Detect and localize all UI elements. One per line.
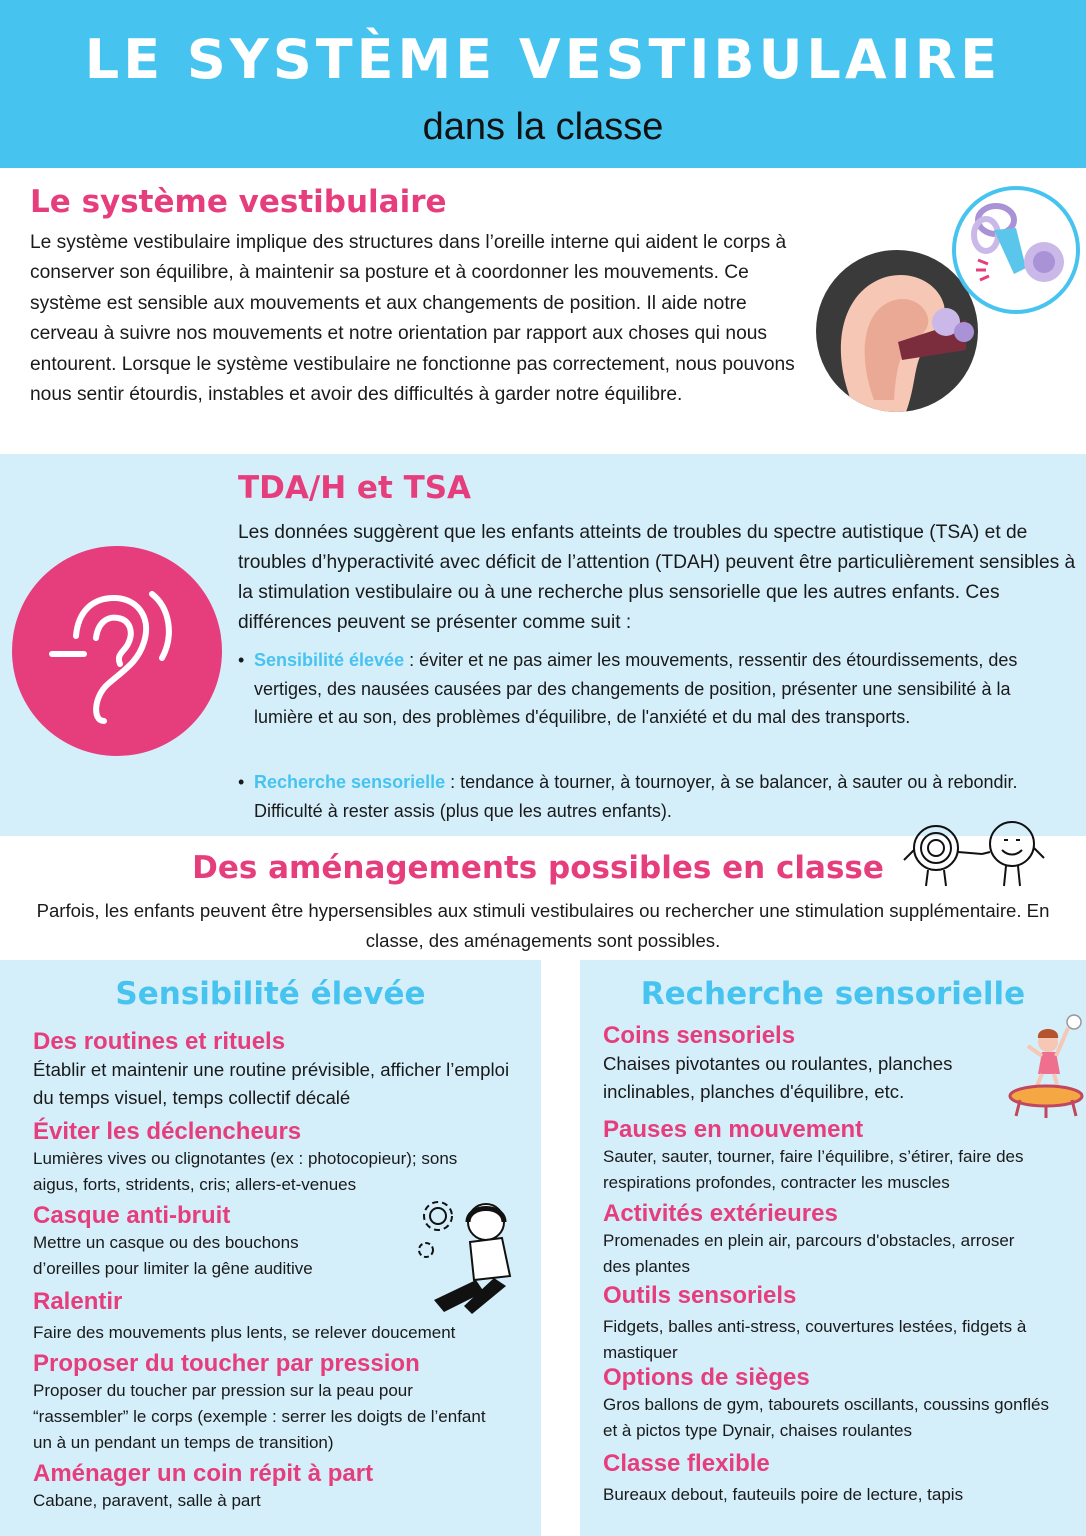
child-with-headphones-icon [414, 1196, 524, 1316]
left-item-desc: Lumières vives ou clignotantes (ex : photocopieur); sons aigus, forts, stridents, cris; allers-et-venues [33, 1149, 458, 1194]
left-item-headphones [33, 1202, 363, 1282]
page-title: LE SYSTÈME VESTIBULAIRE [84, 28, 1002, 91]
right-item-desc: Sauter, sauter, tourner, faire l’équilibre, s’étirer, faire des respirations profondes, contracter les muscles [603, 1147, 1024, 1192]
inner-ear-illustration [816, 250, 978, 412]
left-item-title: Proposer du toucher par pression [33, 1350, 420, 1377]
right-item-desc: Gros ballons de gym, tabourets oscillants, coussins gonflés et à pictos type Dynair, chaises roulantes [603, 1395, 1050, 1440]
left-item-desc: Cabane, paravent, salle à part [33, 1491, 261, 1510]
left-item-desc: Mettre un casque ou des bouchons d’oreilles pour limiter la gêne auditive [33, 1233, 313, 1278]
section3-text: Parfois, les enfants peuvent être hypersensibles aux stimuli vestibulaires ou rechercher une stimulation supplémentaire. En classe, des aménagements sont possibles. [36, 900, 1050, 951]
ear-outline-badge [12, 546, 222, 756]
section1-text: Le système vestibulaire implique des structures dans l’oreille interne qui aident le corps à conserver son équilibre, à maintenir sa posture et à coordonner les mouvements. Ce système est sensible aux mouvements et aux changements de position. Il aide notre cerveau à suivre nos mouvements et notre orientation par rapport aux choses qui nous entourent. Lorsque le système vestibulaire ne fonctionne pas correctement, nous pouvons nous sentir étourdis, instables et avoir des difficultés à garder notre équilibre. [30, 232, 795, 406]
section2-bullets-2 [238, 768, 1058, 825]
left-item-title: Aménager un coin répit à part [33, 1460, 374, 1487]
left-item-pressure-touch [33, 1350, 503, 1456]
bullet-high-sensitivity [238, 646, 1058, 732]
right-item-title: Activités extérieures [603, 1200, 838, 1227]
section1-title: Le système vestibulaire [30, 184, 447, 220]
right-item-sensory-tools [603, 1282, 1073, 1366]
bullet2-text: : tendance à tourner, à tournoyer, à se balancer, à sauter ou à rebondir. Difficulté à rester assis (plus que les autres enfants). [254, 772, 1018, 821]
bullet1-label: Sensibilité élevée [254, 650, 405, 670]
cochlea-icon [956, 190, 1076, 310]
bullet-sensory-seeking [238, 768, 1058, 825]
left-item-avoid-triggers [33, 1118, 493, 1198]
left-item-desc: Faire des mouvements plus lents, se relever doucement [33, 1323, 456, 1342]
section2-bullets [238, 646, 1058, 732]
left-item-title: Éviter les déclencheurs [33, 1118, 302, 1145]
right-item-movement-breaks [603, 1116, 1053, 1196]
right-item-desc: Fidgets, balles anti-stress, couvertures lestées, fidgets à mastiquer [603, 1317, 1027, 1362]
left-item-desc: Établir et maintenir une routine prévisible, afficher l’emploi du temps visuel, temps collectif décalé [33, 1059, 510, 1108]
right-item-desc: Chaises pivotantes ou roulantes, planches inclinables, planches d'équilibre, etc. [603, 1053, 953, 1102]
section3-title: Des aménagements possibles en classe [192, 850, 884, 886]
column-sensory-seeking [580, 960, 1086, 1536]
left-item-title: Casque anti-bruit [33, 1202, 231, 1229]
bullet2-label: Recherche sensorielle [254, 772, 446, 792]
left-item-respite-corner [33, 1460, 523, 1514]
left-item-title: Ralentir [33, 1288, 123, 1315]
section2-title: TDA/H et TSA [238, 470, 472, 506]
two-characters-holding-hands-icon [896, 818, 1056, 890]
right-item-desc: Promenades en plein air, parcours d'obstacles, arroser des plantes [603, 1231, 1015, 1276]
ear-outline-icon [12, 546, 222, 756]
column-high-sensitivity [0, 960, 541, 1536]
right-item-title: Outils sensoriels [603, 1282, 797, 1309]
left-column-title: Sensibilité élevée [115, 976, 426, 1012]
right-item-title: Coins sensoriels [603, 1022, 796, 1049]
section2-intro: Les données suggèrent que les enfants atteints de troubles du spectre autistique (TSA) et de troubles d’hyperactivité avec déficit de l’attention (TDAH) peuvent être particulièrement sensibles à la stimulation vestibulaire ou à une recherche plus sensorielle que les autres enfants. Ces différences peuvent se présenter comme suit : [238, 522, 1076, 633]
left-item-desc: Proposer du toucher par pression sur la peau pour “rassembler” le corps (exemple : serrer les doigts de l’enfant un à un pendant un temps de transition) [33, 1381, 486, 1452]
right-item-seating-options [603, 1364, 1063, 1444]
right-item-outdoor-activities [603, 1200, 1023, 1280]
right-item-flexible-classroom [603, 1450, 1063, 1508]
right-item-title: Classe flexible [603, 1450, 770, 1477]
bullet1-text: : éviter et ne pas aimer les mouvements, ressentir des étourdissements, des vertiges, des nausées causées par des changements de position, présenter une sensibilité à la lumière et au son, des problèmes d'équilibre, de l'anxiété et du mal des transports. [254, 650, 1018, 728]
header-banner [0, 0, 1086, 168]
inner-ear-zoom-bubble [952, 186, 1080, 314]
left-item-routines [33, 1028, 523, 1112]
right-column-title: Recherche sensorielle [640, 976, 1026, 1012]
ear-icon [816, 250, 978, 412]
right-item-title: Options de sièges [603, 1364, 810, 1391]
page-subtitle: dans la classe [422, 106, 664, 148]
left-item-title: Des routines et rituels [33, 1028, 286, 1055]
right-item-sensory-corners [603, 1022, 1003, 1106]
right-item-desc: Bureaux debout, fauteuils poire de lecture, tapis [603, 1485, 964, 1504]
right-item-title: Pauses en mouvement [603, 1116, 864, 1143]
child-on-trampoline-icon [1006, 1012, 1086, 1120]
